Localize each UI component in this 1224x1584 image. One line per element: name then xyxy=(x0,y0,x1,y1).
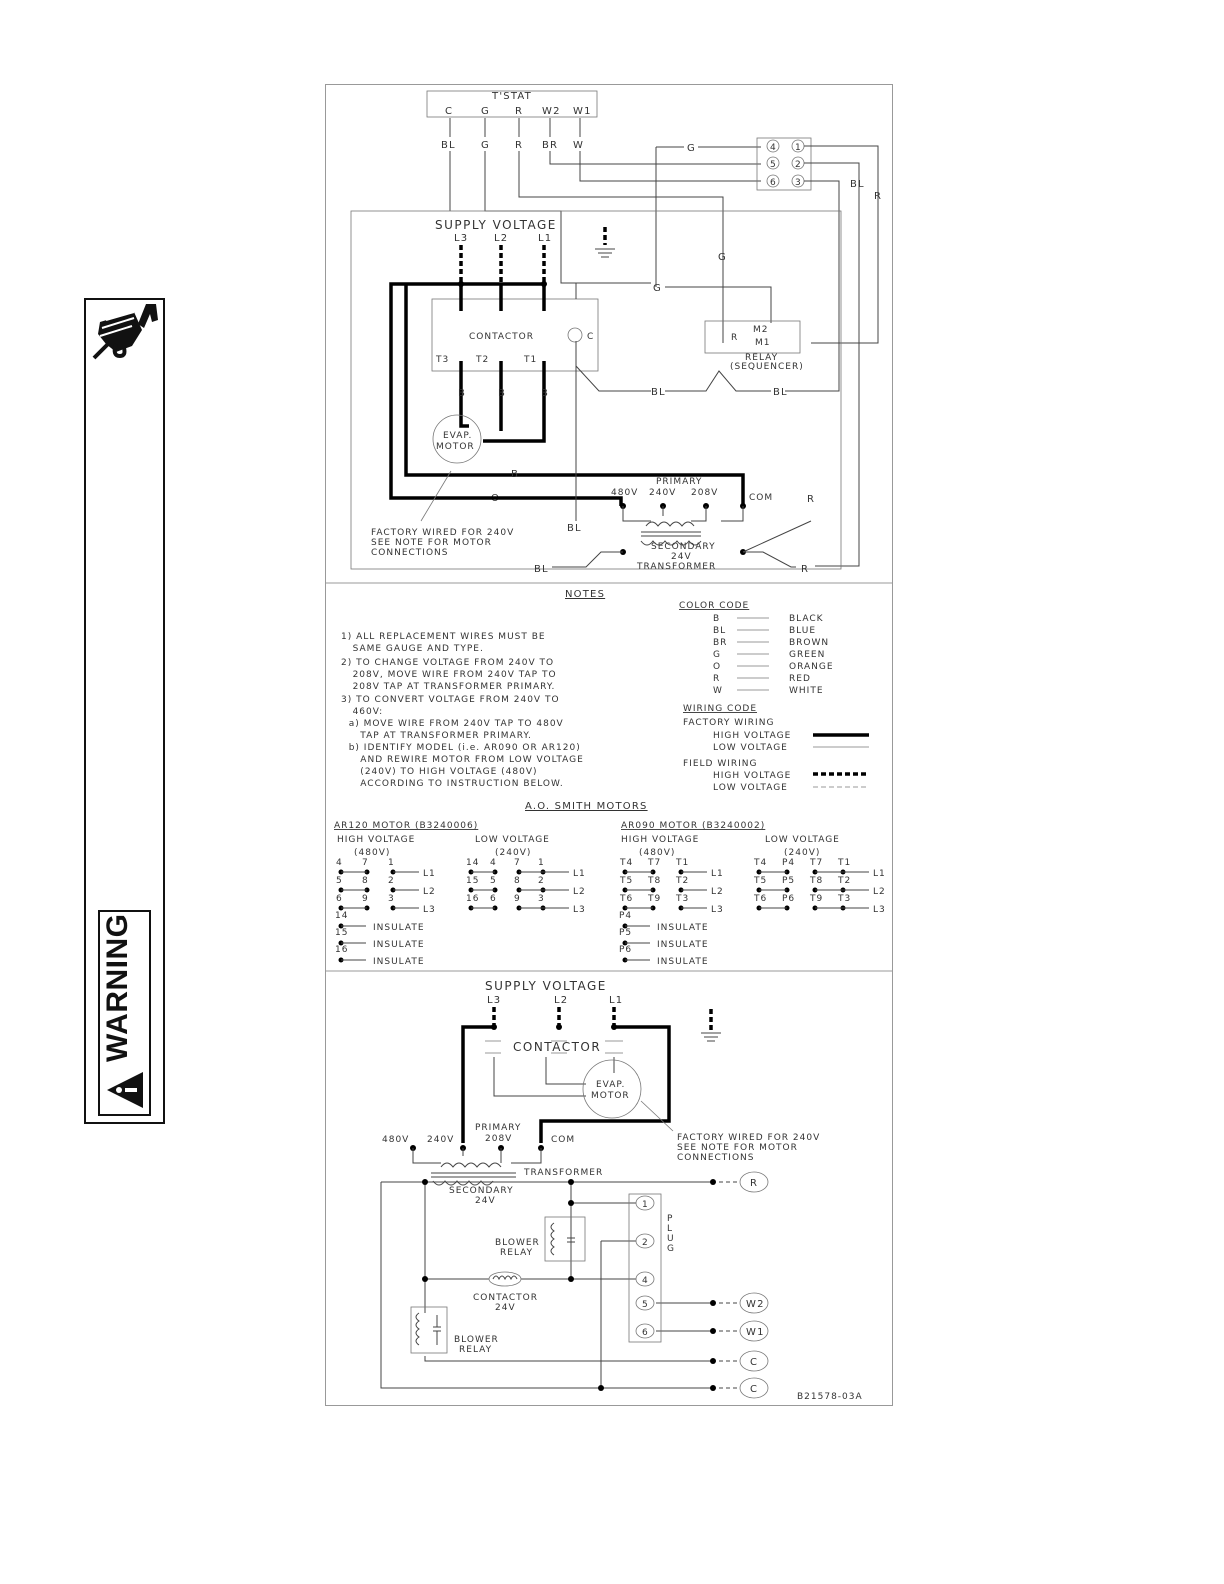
relay-m2-label: M2 xyxy=(753,325,769,335)
wire-o-label: O xyxy=(491,493,501,504)
ar120-hv-terminal: 8 xyxy=(362,876,369,886)
bottom-ground-icon xyxy=(701,1009,721,1041)
color-name-white: WHITE xyxy=(789,686,824,696)
ar120-lv-line: L1 xyxy=(573,869,586,879)
wire-g-contactor: G xyxy=(653,283,662,294)
secondary-label: SECONDARY xyxy=(651,542,716,552)
wire-bl-secondary: BL xyxy=(567,523,582,534)
terminal-label-w1: W1 xyxy=(746,1327,765,1338)
bottom-line-l1: L1 xyxy=(609,995,624,1006)
note-line: b) IDENTIFY MODEL (i.e. AR090 OR AR120) xyxy=(341,743,581,753)
ar120-lv-terminal: 14 xyxy=(466,858,480,868)
color-name-red: RED xyxy=(789,674,811,684)
ar090-hv-terminal: T3 xyxy=(676,894,690,904)
ar120-lv-terminal: 5 xyxy=(490,876,497,886)
ar090-hv-terminal: T6 xyxy=(620,894,634,904)
plug-block-top xyxy=(757,138,811,190)
color-code-w: W xyxy=(713,686,723,696)
plug-letter: U xyxy=(667,1234,675,1244)
ar090-hv-terminal: T1 xyxy=(676,858,690,868)
factory-note-line-3: CONNECTIONS xyxy=(371,548,449,558)
wire-g-relay: G xyxy=(718,252,727,263)
bottom-secondary-24v: 24V xyxy=(475,1196,496,1206)
tstat-terminal-g: G xyxy=(481,106,490,117)
electrical-hazard-hand-icon xyxy=(86,300,163,370)
wire-label-r: R xyxy=(874,191,883,202)
factory-note-line-1: FACTORY WIRED FOR 240V xyxy=(371,528,515,538)
ar090-hv-terminal: P5 xyxy=(782,876,796,886)
ar120-hv-line: L1 xyxy=(423,869,436,879)
blower-relay-upper xyxy=(545,1217,585,1261)
drawing-number: B21578-03A xyxy=(797,1392,863,1402)
contactor-coil xyxy=(568,328,582,342)
ar120-hv-terminal: 5 xyxy=(336,876,343,886)
note-line: 1) ALL REPLACEMENT WIRES MUST BE xyxy=(341,632,546,642)
bottom-tap-208v: 208V xyxy=(485,1134,513,1144)
wire-b-t2: B xyxy=(498,388,507,399)
ar120-hv-terminal: 1 xyxy=(388,858,395,868)
ar120-hv-terminal: 4 xyxy=(336,858,343,868)
supply-voltage-label: SUPPLY VOLTAGE xyxy=(435,218,557,232)
relay-m1-label: M1 xyxy=(755,338,771,348)
note-line: (240V) TO HIGH VOLTAGE (480V) xyxy=(341,767,538,777)
terminal-label-c: C xyxy=(750,1384,759,1395)
com-label: COM xyxy=(749,493,774,503)
notes-title: NOTES xyxy=(565,589,606,600)
bottom-tap-480v: 480V xyxy=(382,1135,410,1145)
relay-r-label: R xyxy=(731,333,739,343)
ar090-hv-terminal: T4 xyxy=(754,858,768,868)
note-line: 208V, MOVE WIRE FROM 240V TAP TO xyxy=(341,670,557,680)
terminal-label-w2: W2 xyxy=(746,1299,765,1310)
plug-pins-bottom xyxy=(636,1196,654,1338)
wire-b-t1: B xyxy=(541,388,550,399)
warning-triangle-icon xyxy=(103,1068,147,1112)
ar120-lv-240v: (240V) xyxy=(495,848,532,858)
ar090-hv-terminal: T7 xyxy=(810,858,824,868)
ar120-hv-480v: (480V) xyxy=(354,848,391,858)
ar120-lv-terminal: 8 xyxy=(514,876,521,886)
field-wiring-label: FIELD WIRING xyxy=(683,759,758,769)
ar090-hv-terminal: T9 xyxy=(648,894,662,904)
ar090-hv-line: L1 xyxy=(873,869,886,879)
plug-pin-1: 1 xyxy=(795,143,802,153)
field-low-voltage: LOW VOLTAGE xyxy=(713,783,788,793)
ar090-hv-line: L2 xyxy=(711,887,724,897)
ar120-insulate-terminal: 16 xyxy=(335,945,349,955)
relay-sequencer-label: (SEQUENCER) xyxy=(730,362,804,372)
ar120-lv-terminal: 1 xyxy=(538,858,545,868)
note-line: ACCORDING TO INSTRUCTION BELOW. xyxy=(341,779,564,789)
ar090-hv-terminal: T2 xyxy=(838,876,852,886)
contactor-coil-label: C xyxy=(587,332,595,342)
blower-relay-upper-label-2: RELAY xyxy=(500,1248,534,1258)
ar090-lv-240v: (240V) xyxy=(784,848,821,858)
tstat-terminal-c: C xyxy=(445,106,454,117)
ar120-hv-terminal: 6 xyxy=(336,894,343,904)
terminal-t3: T3 xyxy=(436,355,450,365)
line-l3-label: L3 xyxy=(454,233,469,244)
ar120-lv-terminal: 16 xyxy=(466,894,480,904)
ar120-hv-terminal: 2 xyxy=(388,876,395,886)
plug-pin-label: 2 xyxy=(642,1238,649,1248)
ar090-hv-terminal: P4 xyxy=(782,858,796,868)
bottom-factory-note-1: FACTORY WIRED FOR 240V xyxy=(677,1133,821,1143)
ar120-lv-terminal: 6 xyxy=(490,894,497,904)
terminal-label-c: C xyxy=(750,1357,759,1368)
plug-pin-label: 4 xyxy=(642,1276,649,1286)
terminal-t1: T1 xyxy=(524,355,538,365)
bottom-evap-motor-label-1: EVAP. xyxy=(596,1080,626,1090)
tap-208v: 208V xyxy=(691,488,719,498)
ar120-insulate-label: INSULATE xyxy=(373,940,425,950)
ar090-hv-terminal: T6 xyxy=(754,894,768,904)
note-line: 208V TAP AT TRANSFORMER PRIMARY. xyxy=(341,682,556,692)
wiring-diagram-frame xyxy=(325,84,893,1406)
ar120-insulate-terminal: 15 xyxy=(335,928,349,938)
ar090-hv-terminal: T4 xyxy=(620,858,634,868)
color-code-r: R xyxy=(713,674,721,684)
wire-bl-contactor: BL xyxy=(651,387,666,398)
ar120-hv-line: L2 xyxy=(423,887,436,897)
wire-b-t3: B xyxy=(458,388,467,399)
relay-label: RELAY xyxy=(745,353,779,363)
ar120-lv-line: L3 xyxy=(573,905,586,915)
ar090-hv-terminal: T5 xyxy=(754,876,768,886)
plug-block-bottom xyxy=(629,1194,661,1342)
bottom-evap-motor-label-2: MOTOR xyxy=(591,1091,630,1101)
tap-480v: 480V xyxy=(611,488,639,498)
wiring-code-title: WIRING CODE xyxy=(683,704,758,714)
ar120-hv-terminal: 9 xyxy=(362,894,369,904)
color-code-b: B xyxy=(713,614,721,624)
bottom-primary-label: PRIMARY xyxy=(475,1123,522,1133)
color-code-g: G xyxy=(713,650,721,660)
bottom-line-l3: L3 xyxy=(487,995,502,1006)
ar120-lv-terminal: 4 xyxy=(490,858,497,868)
ar090-hv-terminal: T2 xyxy=(676,876,690,886)
plug-letter: G xyxy=(667,1244,675,1254)
ar120-insulate-label: INSULATE xyxy=(373,923,425,933)
plug-pin-3: 3 xyxy=(795,178,802,188)
ar090-insulate-terminal: P4 xyxy=(619,911,633,921)
ar090-hv-line: L3 xyxy=(711,905,724,915)
factory-note-line-2: SEE NOTE FOR MOTOR xyxy=(371,538,492,548)
terminal-label-r: R xyxy=(750,1178,759,1189)
note-line: TAP AT TRANSFORMER PRIMARY. xyxy=(341,731,532,741)
plug-pin-5: 5 xyxy=(770,160,777,170)
wire-b-primary: B xyxy=(511,469,520,480)
bottom-secondary-label: SECONDARY xyxy=(449,1186,514,1196)
color-code-bl: BL xyxy=(713,626,727,636)
color-name-green: GREEN xyxy=(789,650,826,660)
ar090-title: AR090 MOTOR (B3240002) xyxy=(621,821,766,831)
plug-pin-label: 1 xyxy=(642,1200,649,1210)
factory-high-voltage: HIGH VOLTAGE xyxy=(713,731,792,741)
ar090-hv-label: HIGH VOLTAGE xyxy=(621,835,700,845)
motors-title: A.O. SMITH MOTORS xyxy=(525,801,648,812)
bottom-transformer-label: TRANSFORMER xyxy=(524,1168,604,1178)
bottom-factory-note-2: SEE NOTE FOR MOTOR xyxy=(677,1143,798,1153)
warning-text: WARNING xyxy=(101,913,134,1062)
ar120-title: AR120 MOTOR (B3240006) xyxy=(334,821,479,831)
note-line: SAME GAUGE AND TYPE. xyxy=(341,644,484,654)
ar120-lv-terminal: 15 xyxy=(466,876,480,886)
transformer-primary-terminals xyxy=(620,503,746,509)
warning-panel xyxy=(84,298,165,1124)
color-name-blue: BLUE xyxy=(789,626,817,636)
thermostat-terminals-bottom xyxy=(719,1172,768,1398)
ar090-hv-terminal: T8 xyxy=(810,876,824,886)
ar120-lv-terminal: 3 xyxy=(538,894,545,904)
ar090-lv-label: LOW VOLTAGE xyxy=(765,835,840,845)
ar120-hv-label: HIGH VOLTAGE xyxy=(337,835,416,845)
blower-relay-upper-label-1: BLOWER xyxy=(495,1238,540,1248)
contactor-24v-value: 24V xyxy=(495,1303,516,1313)
tstat-terminal-r: R xyxy=(515,106,524,117)
ar090-insulate-label: INSULATE xyxy=(657,957,709,967)
tstat-wire-br: BR xyxy=(542,140,559,151)
plug-pin-2: 2 xyxy=(795,160,802,170)
blower-relay-lower xyxy=(411,1307,447,1353)
warning-label xyxy=(98,910,151,1116)
line-l1-label: L1 xyxy=(538,233,553,244)
note-line: 3) TO CONVERT VOLTAGE FROM 240V TO xyxy=(341,695,560,705)
ar090-hv-terminal: T1 xyxy=(838,858,852,868)
plug-pin-4: 4 xyxy=(770,143,777,153)
bottom-com-label: COM xyxy=(551,1135,576,1145)
factory-low-voltage: LOW VOLTAGE xyxy=(713,743,788,753)
ar090-insulate-label: INSULATE xyxy=(657,940,709,950)
bottom-factory-note-3: CONNECTIONS xyxy=(677,1153,755,1163)
ar090-hv-terminal: P6 xyxy=(782,894,796,904)
ar090-insulate-label: INSULATE xyxy=(657,923,709,933)
bottom-primary-terminals xyxy=(410,1145,544,1151)
secondary-24v: 24V xyxy=(671,552,692,562)
wire-bl-relay: BL xyxy=(773,387,788,398)
ar090-insulate-terminal: P5 xyxy=(619,928,633,938)
ar120-hv-line: L3 xyxy=(423,905,436,915)
contactor-24v-label: CONTACTOR xyxy=(473,1293,539,1303)
ground-icon xyxy=(595,227,615,257)
tstat-terminal-w2: W2 xyxy=(542,106,561,117)
color-code-br: BR xyxy=(713,638,728,648)
factory-wiring-label: FACTORY WIRING xyxy=(683,718,775,728)
plug-pin-label: 5 xyxy=(642,1300,649,1310)
ar120-lv-terminal: 2 xyxy=(538,876,545,886)
line-l2-label: L2 xyxy=(494,233,509,244)
ar120-hv-terminal: 3 xyxy=(388,894,395,904)
ar090-hv-line: L1 xyxy=(711,869,724,879)
tstat-wire-w: W xyxy=(573,140,585,151)
plug-pin-6: 6 xyxy=(770,178,777,188)
primary-label: PRIMARY xyxy=(656,477,703,487)
wire-bl-bottom: BL xyxy=(534,564,549,575)
wire-r-bottom: R xyxy=(801,564,810,575)
color-name-orange: ORANGE xyxy=(789,662,834,672)
tstat-wire-bl: BL xyxy=(441,140,456,151)
evap-motor-label-1: EVAP. xyxy=(443,431,473,441)
contactor-label: CONTACTOR xyxy=(469,332,535,342)
evap-motor-label-2: MOTOR xyxy=(436,442,475,452)
ar090-hv-line: L3 xyxy=(873,905,886,915)
blower-relay-lower-label-2: RELAY xyxy=(459,1345,493,1355)
field-high-voltage: HIGH VOLTAGE xyxy=(713,771,792,781)
ar090-hv-terminal: T5 xyxy=(620,876,634,886)
color-code-o: O xyxy=(713,662,722,672)
ar090-hv-terminal: T3 xyxy=(838,894,852,904)
color-name-brown: BROWN xyxy=(789,638,830,648)
ar120-hv-terminal: 7 xyxy=(362,858,369,868)
note-line: 460V: xyxy=(341,707,384,717)
color-name-black: BLACK xyxy=(789,614,824,624)
wire-label-bl: BL xyxy=(850,179,865,190)
wiring-diagram xyxy=(326,85,892,1405)
bottom-supply-voltage-label: SUPPLY VOLTAGE xyxy=(485,979,607,993)
transformer-label: TRANSFORMER xyxy=(637,562,717,572)
note-line: 2) TO CHANGE VOLTAGE FROM 240V TO xyxy=(341,658,555,668)
ar090-hv-terminal: T8 xyxy=(648,876,662,886)
blower-relay-lower-label-1: BLOWER xyxy=(454,1335,499,1345)
ar120-insulate-label: INSULATE xyxy=(373,957,425,967)
ar090-hv-terminal: T9 xyxy=(810,894,824,904)
ar120-lv-label: LOW VOLTAGE xyxy=(475,835,550,845)
bottom-line-l2: L2 xyxy=(554,995,569,1006)
bottom-tap-240v: 240V xyxy=(427,1135,455,1145)
plug-pin-label: 6 xyxy=(642,1328,649,1338)
note-line: a) MOVE WIRE FROM 240V TAP TO 480V xyxy=(341,719,564,729)
terminal-t2: T2 xyxy=(476,355,490,365)
color-code-table xyxy=(713,614,834,696)
ar090-insulate-terminal: P6 xyxy=(619,945,633,955)
wire-r-secondary: R xyxy=(807,494,816,505)
tap-240v: 240V xyxy=(649,488,677,498)
tstat-wire-r: R xyxy=(515,140,524,151)
motor-connection-tables xyxy=(335,858,886,967)
plug-label xyxy=(667,1214,675,1254)
ar120-lv-terminal: 7 xyxy=(514,858,521,868)
tstat-terminal-w1: W1 xyxy=(573,106,592,117)
wire-label-g: G xyxy=(687,143,696,154)
control-junctions xyxy=(422,1179,716,1391)
ar090-hv-line: L2 xyxy=(873,887,886,897)
color-code-title: COLOR CODE xyxy=(679,601,750,611)
plug-letter: P xyxy=(667,1214,674,1224)
tstat-wire-g: G xyxy=(481,140,490,151)
ar090-hv-terminal: T7 xyxy=(648,858,662,868)
ar120-lv-line: L2 xyxy=(573,887,586,897)
ar120-insulate-terminal: 14 xyxy=(335,911,349,921)
plug-letter: L xyxy=(667,1224,674,1234)
notes-list xyxy=(341,632,584,789)
ar120-lv-terminal: 9 xyxy=(514,894,521,904)
bottom-contactor-label: CONTACTOR xyxy=(513,1040,602,1054)
note-line: AND REWIRE MOTOR FROM LOW VOLTAGE xyxy=(341,755,584,765)
ar090-hv-480v: (480V) xyxy=(639,848,676,858)
tstat-title: T'STAT xyxy=(492,91,532,102)
